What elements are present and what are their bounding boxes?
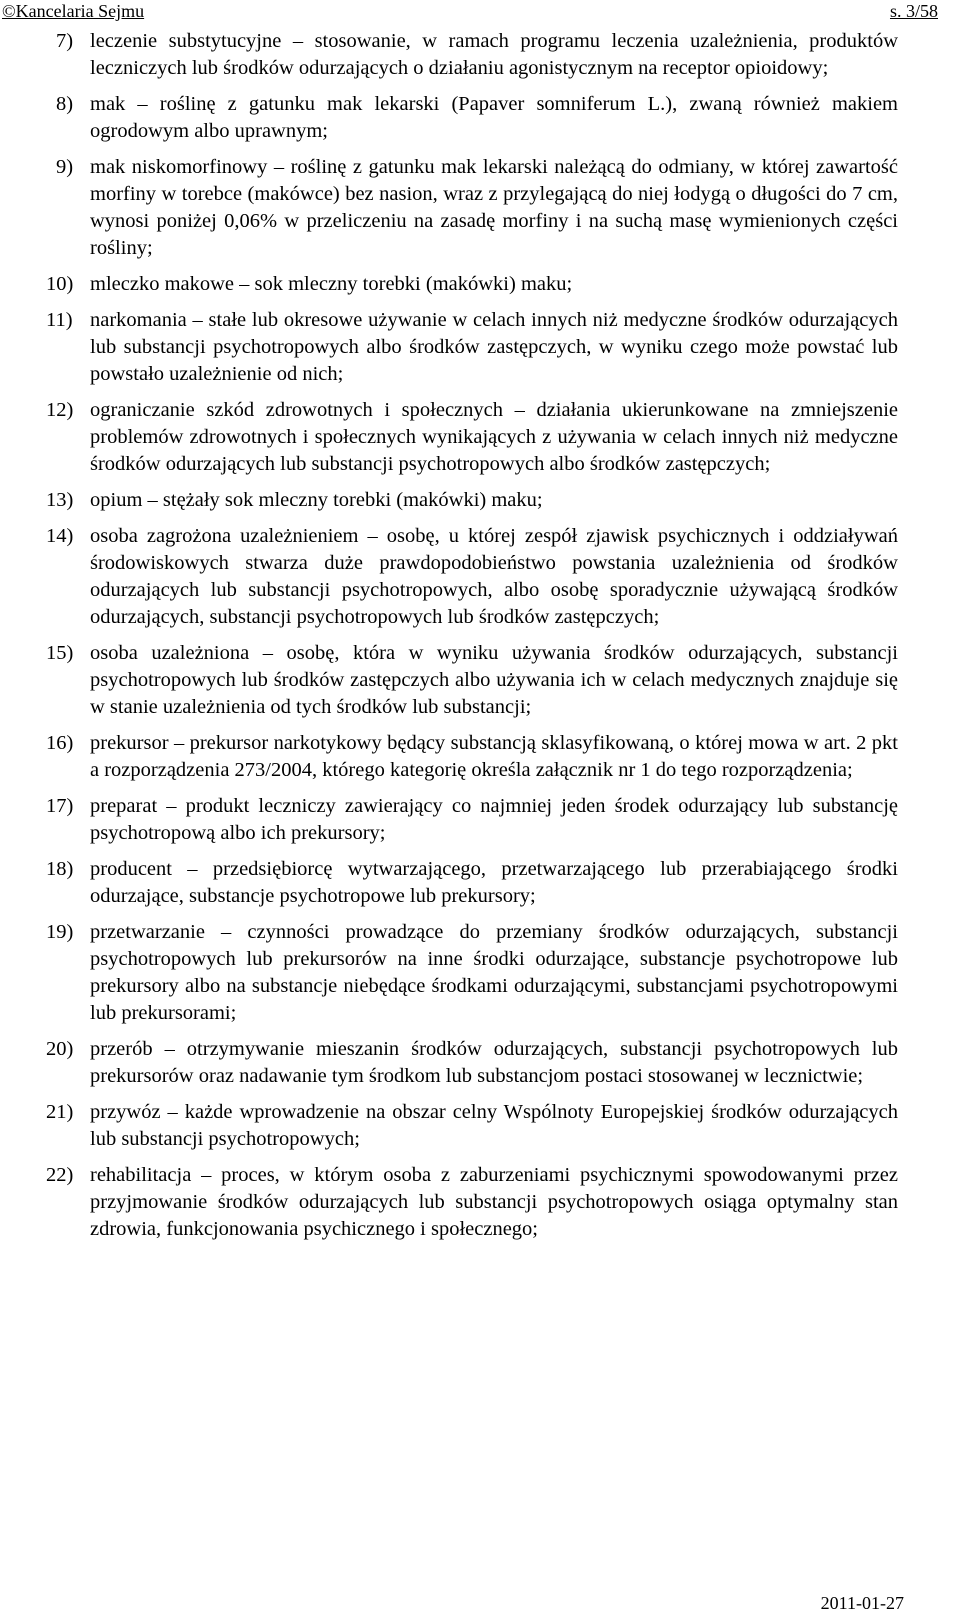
page-number-link[interactable]: s. 3/58: [889, 1, 938, 21]
item-text: narkomania – stałe lub okresowe używanie w celach innych niż medyczne środków odurzających lub substancji psychotropowych albo środków zastępczych, w wyniku czego może powstać lub powstało uzależnienie od nich;: [90, 309, 898, 385]
item-number: 20): [46, 1038, 74, 1060]
item-text: przerób – otrzymywanie mieszanin środków odurzających, substancji psychotropowych lub prekursorów oraz nadawanie tym środkom lub substancjom postaci stosowanej w lecznictwie;: [90, 1038, 898, 1087]
item-number: 18): [46, 858, 74, 880]
item-number: 22): [46, 1164, 74, 1186]
list-item: [46, 793, 898, 847]
list-item: [46, 271, 898, 298]
page-header: [0, 0, 960, 22]
item-number: 19): [46, 921, 74, 943]
list-item: [46, 28, 898, 82]
item-number: 7): [56, 30, 74, 52]
list-item: [46, 856, 898, 910]
item-text: mleczko makowe – sok mleczny torebki (makówki) maku;: [90, 273, 573, 295]
page-footer-date: 2011-01-27: [820, 1593, 904, 1613]
list-item: [46, 1162, 898, 1243]
list-item: [46, 307, 898, 388]
list-item: [46, 487, 898, 514]
item-text: rehabilitacja – proces, w którym osoba z zaburzeniami psychicznymi spowodowanymi przez przyjmowanie środków odurzających lub substancji psychotropowych osiąga optymalny stan zdrowia, funkcjonowania psychicznego i społecznego;: [90, 1164, 898, 1240]
list-item: [46, 397, 898, 478]
item-number: 15): [46, 642, 74, 664]
item-text: przetwarzanie – czynności prowadzące do przemiany środków odurzających, substancji psychotropowych lub prekursorów na inne środki odurzające, substancje psychotropowe lub prekursory albo na substancje niebędące środkami odurzającymi, substancjami psychotropowymi lub prekursorami;: [90, 921, 898, 1024]
item-number: 10): [46, 273, 74, 295]
item-number: 8): [56, 93, 74, 115]
item-text: osoba uzależniona – osobę, która w wyniku używania środków odurzających, substancji psychotropowych lub środków zastępczych albo używania ich w celach medycznych znajduje się w stanie uzależnienia od tych środków lub substancji;: [90, 642, 898, 718]
item-text: osoba zagrożona uzależnieniem – osobę, u której zespół zjawisk psychicznych i oddziaływań środowiskowych stwarza duże prawdopodobieństwo powstania uzależnienia od środków odurzających lub substancji psychotropowych, albo osobę sporadycznie używającą środków odurzających, substancji psychotropowych lub środków zastępczych;: [90, 525, 898, 628]
item-text: producent – przedsiębiorcę wytwarzającego, przetwarzającego lub przerabiającego środki odurzające, substancje psychotropowe lub prekursory;: [90, 858, 898, 907]
item-text: mak – roślinę z gatunku mak lekarski (Papaver somniferum L.), zwaną również makiem ogrodowym albo uprawnym;: [90, 93, 898, 142]
item-text: leczenie substytucyjne – stosowanie, w ramach programu leczenia uzależnienia, produktów leczniczych lub środków odurzających o działaniu agonistycznym na receptor opioidowy;: [90, 30, 898, 79]
item-text: przywóz – każde wprowadzenie na obszar celny Wspólnoty Europejskiej środków odurzających lub substancji psychotropowych;: [90, 1101, 898, 1150]
list-item: [46, 523, 898, 631]
list-item: [46, 640, 898, 721]
document-body: [46, 28, 898, 1252]
list-item: [46, 919, 898, 1027]
item-text: prekursor – prekursor narkotykowy będący substancją sklasyfikowaną, o której mowa w art. 2 pkt a rozporządzenia 273/2004, którego kategorię określa załącznik nr 1 do tego rozporządzenia;: [90, 732, 898, 781]
item-number: 13): [46, 489, 74, 511]
copyright-link[interactable]: ©Kancelaria Sejmu: [2, 1, 145, 21]
item-text: opium – stężały sok mleczny torebki (makówki) maku;: [90, 489, 543, 511]
item-number: 21): [46, 1101, 74, 1123]
list-item: [46, 154, 898, 262]
item-text: preparat – produkt leczniczy zawierający co najmniej jeden środek odurzający lub substancję psychotropową albo ich prekursory;: [90, 795, 898, 844]
item-number: 11): [46, 309, 73, 331]
list-item: [46, 1036, 898, 1090]
item-number: 17): [46, 795, 74, 817]
list-item: [46, 1099, 898, 1153]
item-number: 14): [46, 525, 74, 547]
item-text: ograniczanie szkód zdrowotnych i społecznych – działania ukierunkowane na zmniejszenie problemów zdrowotnych i społecznych wynikających z używania w celach innych niż medyczne środków odurzających lub substancji psychotropowych albo środków zastępczych;: [90, 399, 898, 475]
list-item: [46, 91, 898, 145]
list-item: [46, 730, 898, 784]
item-text: mak niskomorfinowy – roślinę z gatunku mak lekarski należącą do odmiany, w której zawartość morfiny w torebce (makówce) bez nasion, wraz z przylegającą do niej łodygą o długości do 7 cm, wynosi poniżej 0,06% w przeliczeniu na zasadę morfiny i na suchą masę wymienionych części rośliny;: [90, 156, 898, 259]
item-number: 9): [56, 156, 74, 178]
item-number: 16): [46, 732, 74, 754]
item-number: 12): [46, 399, 74, 421]
